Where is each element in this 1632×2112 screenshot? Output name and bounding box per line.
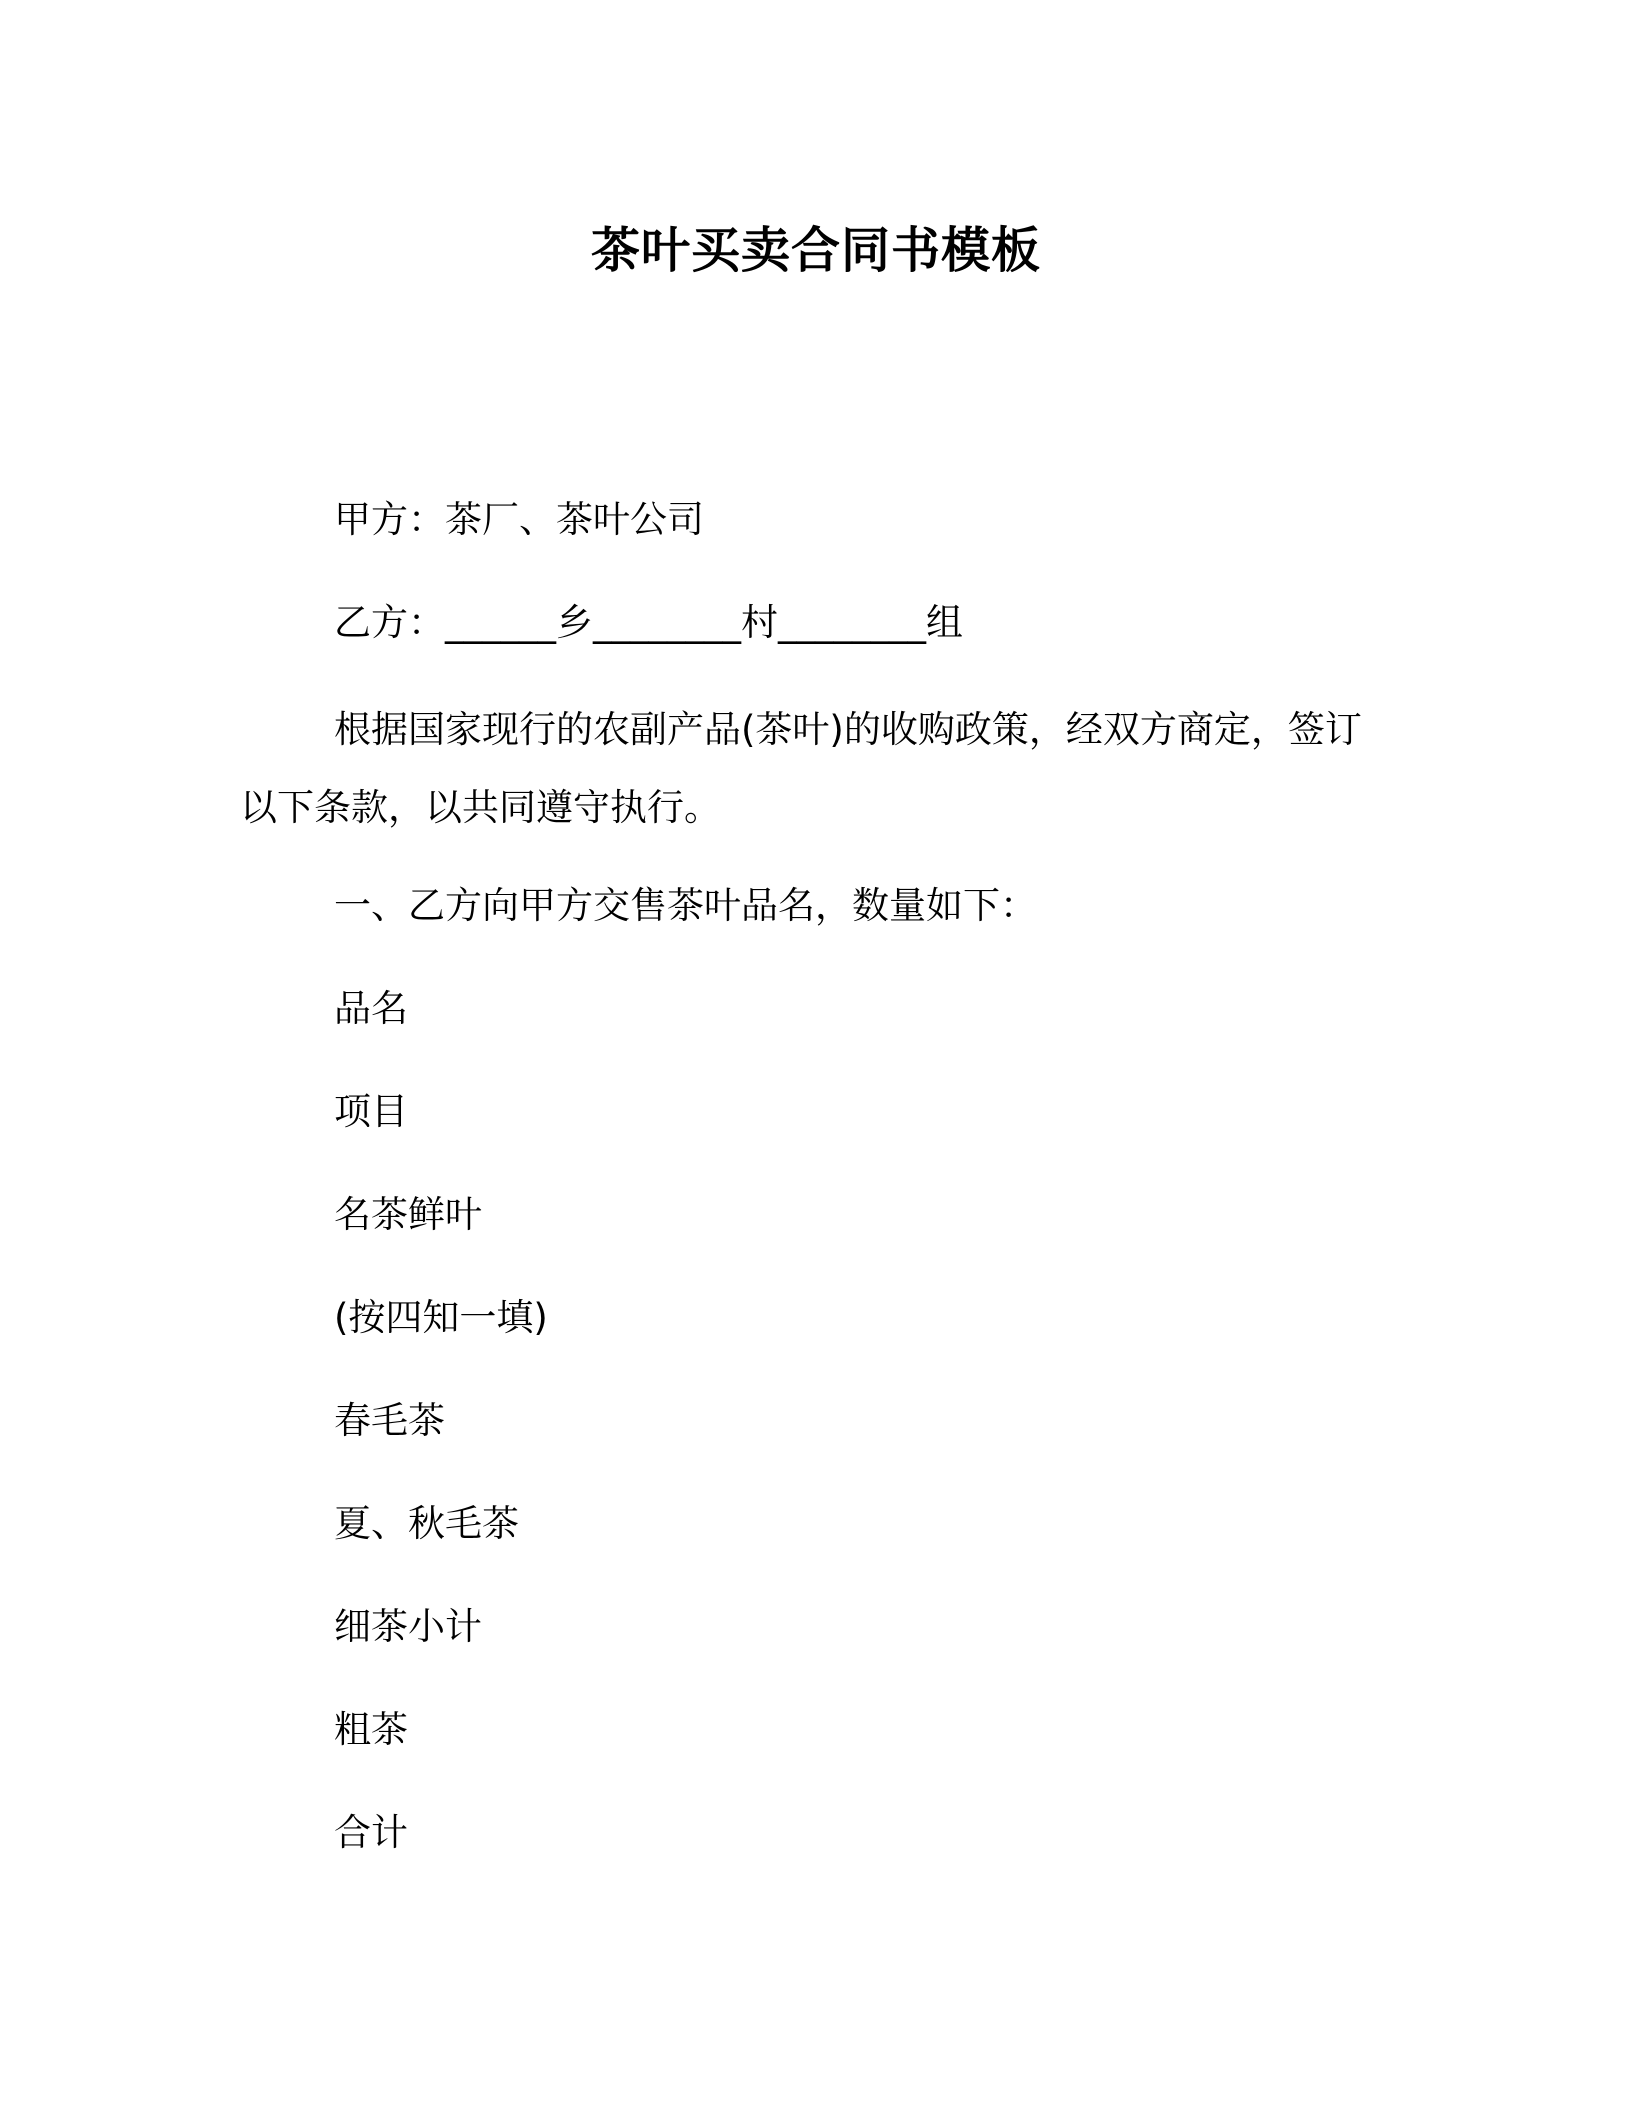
party-b-line: 乙方：______乡________村________组 bbox=[334, 601, 963, 644]
list-item: 粗茶 bbox=[334, 1708, 408, 1751]
list-item: (按四知一填) bbox=[334, 1296, 548, 1339]
list-item: 项目 bbox=[334, 1090, 408, 1133]
list-item: 品名 bbox=[334, 987, 408, 1030]
document-title: 茶叶买卖合同书模板 bbox=[590, 222, 1041, 279]
list-item: 名茶鲜叶 bbox=[334, 1193, 482, 1236]
list-item: 细茶小计 bbox=[334, 1605, 482, 1648]
list-item: 合计 bbox=[334, 1811, 408, 1854]
clause-1-heading: 一、乙方向甲方交售茶叶品名，数量如下： bbox=[334, 884, 1037, 927]
intro-paragraph: 根据国家现行的农副产品(茶叶)的收购政策，经双方商定，签订以下条款，以共同遵守执行。 bbox=[240, 708, 1362, 829]
list-item: 春毛茶 bbox=[334, 1399, 445, 1442]
list-item: 夏、秋毛茶 bbox=[334, 1502, 519, 1545]
party-a-line: 甲方：茶厂、茶叶公司 bbox=[334, 498, 704, 541]
